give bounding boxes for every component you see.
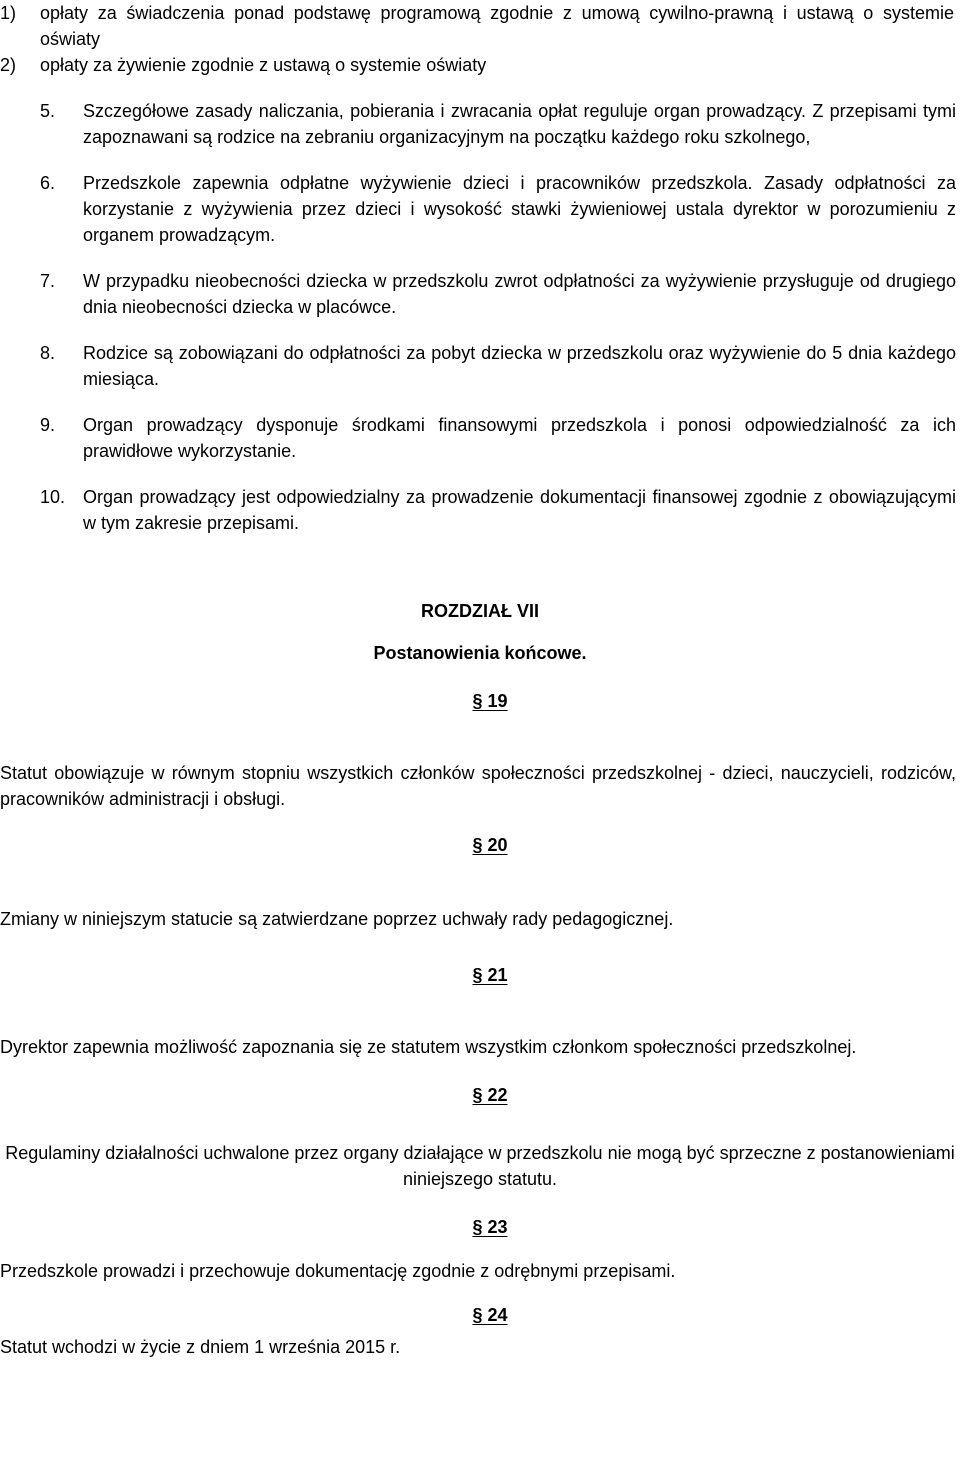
- point-number: 5.: [40, 101, 56, 121]
- point-9: [0, 412, 960, 464]
- point-number: 10.: [40, 487, 66, 507]
- paragraph-symbol: §: [472, 1217, 483, 1237]
- point-number: 7.: [40, 271, 56, 291]
- section-sign: [472, 1217, 507, 1237]
- point-10: [0, 484, 960, 536]
- point-8: [0, 340, 960, 392]
- point-5: [0, 98, 960, 150]
- section-number: 20: [487, 835, 508, 855]
- section-sign: [472, 1305, 507, 1325]
- section-text-23: Przedszkole prowadzi i przechowuje dokumentację zgodnie z odrębnymi przepisami.: [0, 1261, 676, 1281]
- section-heading-22: [20, 1082, 960, 1108]
- section-sign: [472, 835, 507, 855]
- paragraph-symbol: §: [472, 1305, 483, 1325]
- section-heading-24: [20, 1302, 960, 1328]
- point-7: [0, 268, 960, 320]
- point-text: Przedszkole zapewnia odpłatne wyżywienie dzieci i pracowników przedszkola. Zasady odpłatności za korzystanie z wyżywienia przez dzieci i wysokość stawki żywieniowej ustala dyrektor w porozumieniu z organem prowadzącym.: [83, 173, 956, 245]
- list-item-text: opłaty za świadczenia ponad podstawę programową zgodnie z umową cywilno-prawną i ustawą o systemie oświaty: [40, 3, 954, 49]
- numbered-points: [0, 98, 960, 536]
- list-item-number: 1): [0, 3, 17, 23]
- list-item: [0, 0, 960, 52]
- point-text: W przypadku nieobecności dziecka w przedszkolu zwrot odpłatności za wyżywienie przysługuje od drugiego dnia nieobecności dziecka w placówce.: [83, 271, 956, 317]
- section-sign: [472, 1085, 507, 1105]
- section-number: 23: [487, 1217, 508, 1237]
- paragraph-symbol: §: [472, 835, 483, 855]
- section-heading-19: [20, 688, 960, 714]
- list-item-text: opłaty za żywienie zgodnie z ustawą o systemie oświaty: [40, 55, 487, 75]
- chapter-title: ROZDZIAŁ VII: [421, 601, 539, 621]
- list-item-number: 2): [0, 55, 17, 75]
- chapter-subtitle: Postanowienia końcowe.: [373, 643, 587, 663]
- section-number: 21: [487, 965, 508, 985]
- paragraph-symbol: §: [472, 965, 483, 985]
- section-heading-21: [20, 962, 960, 988]
- section-sign: [472, 691, 507, 711]
- point-number: 8.: [40, 343, 56, 363]
- point-text: Szczegółowe zasady naliczania, pobierania i zwracania opłat reguluje organ prowadzący. Z przepisami tymi zapoznawani są rodzice na zebraniu organizacyjnym na początku każdego roku szkolnego,: [83, 101, 956, 147]
- section-number: 24: [487, 1305, 508, 1325]
- point-number: 9.: [40, 415, 56, 435]
- section-heading-20: [20, 832, 960, 858]
- section-text-24: Statut wchodzi w życie z dniem 1 września 2015 r.: [0, 1337, 401, 1357]
- section-text-20: Zmiany w niniejszym statucie są zatwierdzane poprzez uchwały rady pedagogicznej.: [0, 909, 674, 929]
- point-number: 6.: [40, 173, 56, 193]
- section-text-19: Statut obowiązuje w równym stopniu wszystkich członków społeczności przedszkolnej - dzieci, nauczycieli, rodziców, pracowników administracji i obsługi.: [0, 763, 956, 809]
- point-text: Organ prowadzący jest odpowiedzialny za prowadzenie dokumentacji finansowej zgodnie z obowiązującymi w tym zakresie przepisami.: [83, 487, 956, 533]
- section-number: 19: [487, 691, 508, 711]
- section-text-21: Dyrektor zapewnia możliwość zapoznania się ze statutem wszystkim członkom społeczności przedszkolnej.: [0, 1037, 857, 1057]
- section-text-22: Regulaminy działalności uchwalone przez organy działające w przedszkolu nie mogą być sprzeczne z postanowieniami niniejszego statutu.: [5, 1143, 955, 1189]
- point-6: [0, 170, 960, 248]
- point-text: Rodzice są zobowiązani do odpłatności za pobyt dziecka w przedszkolu oraz wyżywienie do 5 dnia każdego miesiąca.: [83, 343, 956, 389]
- section-heading-23: [20, 1214, 960, 1240]
- fee-list: [0, 0, 960, 78]
- paragraph-symbol: §: [472, 691, 483, 711]
- paragraph-symbol: §: [472, 1085, 483, 1105]
- section-number: 22: [487, 1085, 508, 1105]
- list-item: [0, 52, 960, 78]
- section-sign: [472, 965, 507, 985]
- point-text: Organ prowadzący dysponuje środkami finansowymi przedszkola i ponosi odpowiedzialność za ich prawidłowe wykorzystanie.: [83, 415, 956, 461]
